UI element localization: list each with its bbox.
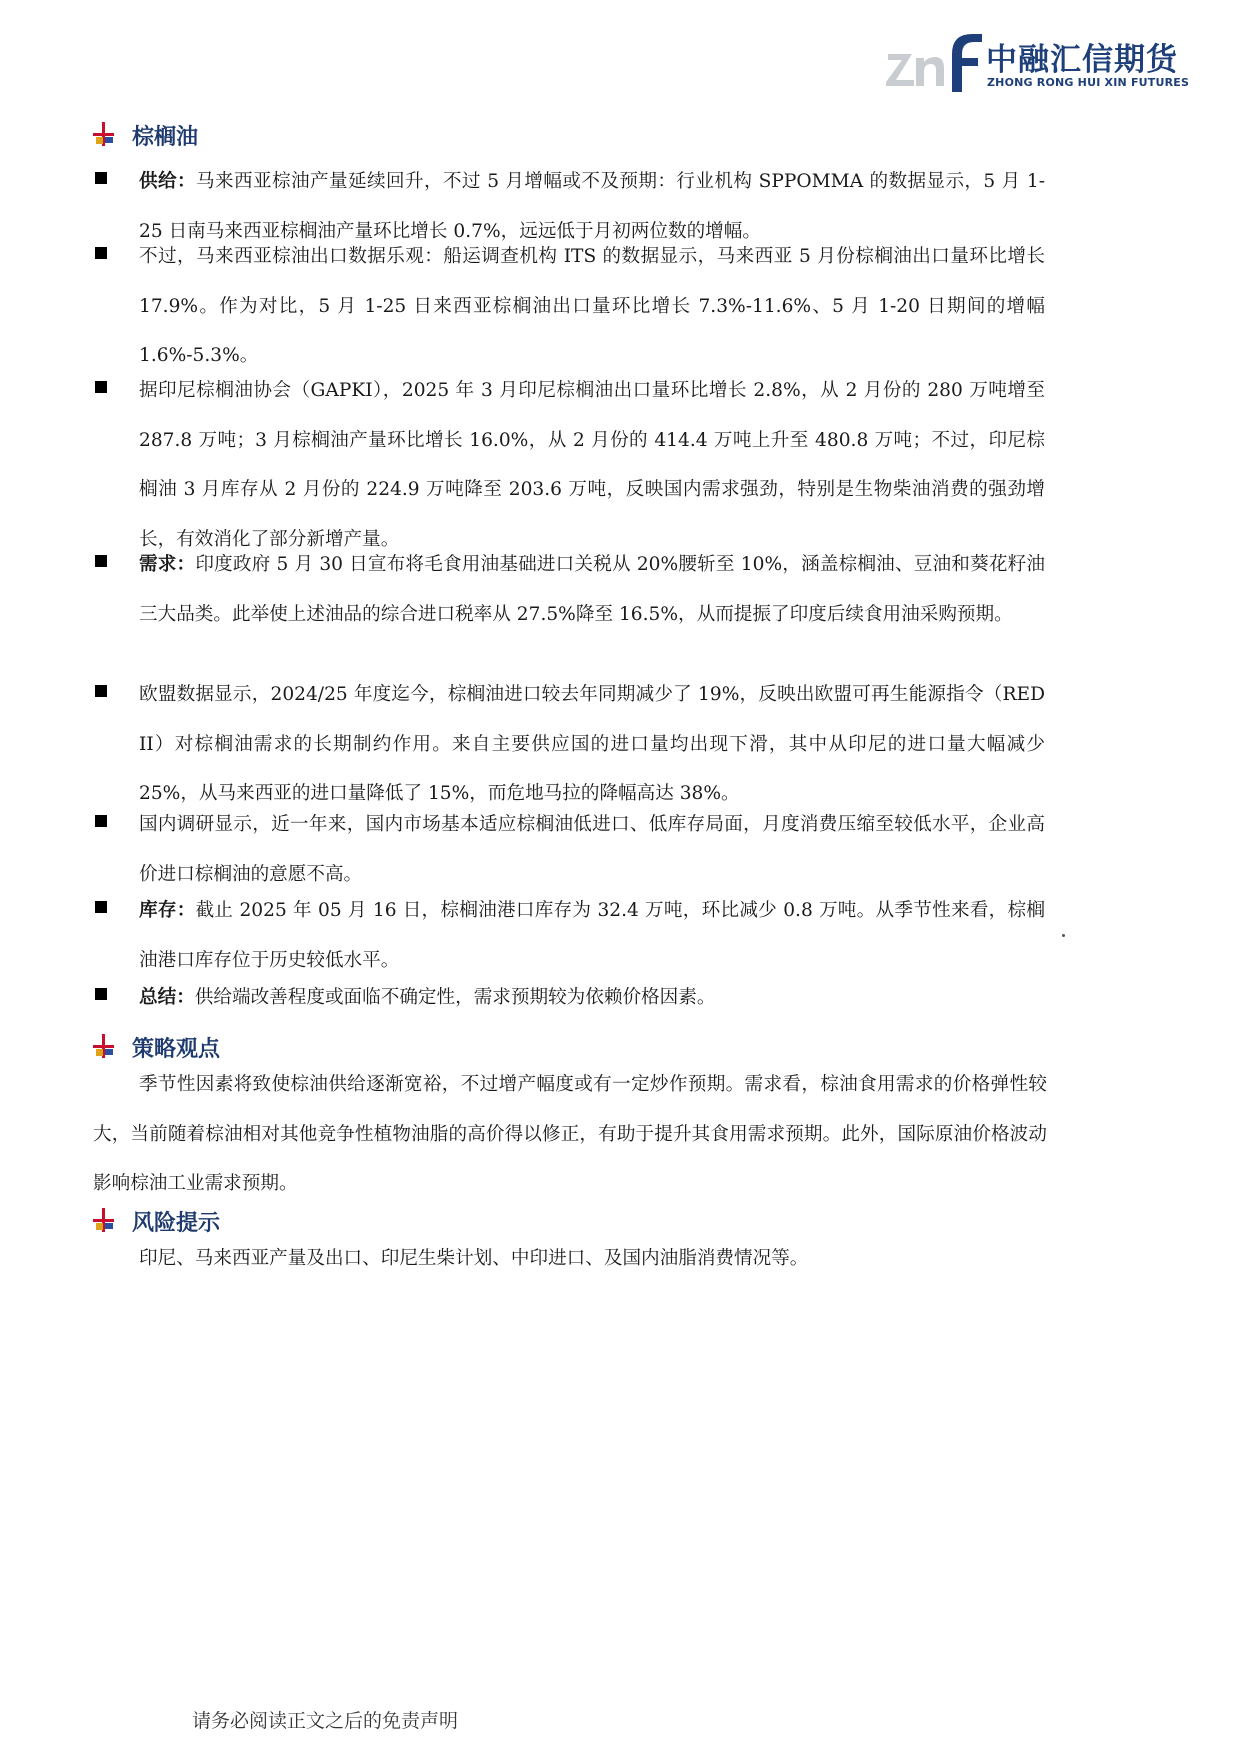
square-bullet-icon	[95, 685, 107, 697]
section-title: 策略观点	[132, 1036, 221, 1062]
square-bullet-icon	[95, 901, 107, 913]
flag-bullet-icon	[93, 122, 115, 148]
logo-english-name: ZHONG RONG HUI XIN FUTURES	[987, 76, 1190, 89]
bullet-text: 据印尼棕榈油协会（GAPKI），2025 年 3 月印尼棕榈油出口量环比增长 2.8%，从 2 月份的 280 万吨增至 287.8 万吨；3 月棕榈油产量环比增长 16.0%，从 2 月份的 414.4 万吨上升至 480.8 万吨；不过，印尼棕榈油 3 月库存从 2 月份的 224.9 万吨降至 203.6 万吨，反映国内需求强劲，特别是生物柴油消费的强劲增长，有效消化了部分新增产量。	[139, 380, 1051, 550]
stray-dot	[1062, 934, 1065, 937]
square-bullet-icon	[95, 555, 107, 567]
bullet-text: 国内调研显示，近一年来，国内市场基本适应棕榈油低进口、低库存局面，月度消费压缩至较低水平，企业高价进口棕榈油的意愿不高。	[139, 814, 1045, 885]
bullet-item-domestic-survey	[95, 800, 1045, 899]
section-heading-strategy	[93, 1030, 220, 1064]
znf-logo-mark	[886, 30, 986, 92]
company-logo	[886, 30, 1190, 92]
strategy-paragraph: 季节性因素将致使棕油供给逐渐宽裕，不过增产幅度或有一定炒作预期。需求看，棕油食用需求的价格弹性较大，当前随着棕油相对其他竞争性植物油脂的高价得以修正，有助于提升其食用需求预期。此外，国际原油价格波动影响棕油工业需求预期。	[93, 1074, 1047, 1194]
section-title: 棕榈油	[132, 124, 199, 150]
square-bullet-icon	[95, 172, 107, 184]
bullet-lead: 库存：	[139, 900, 196, 921]
bullet-lead: 需求：	[139, 554, 196, 575]
square-bullet-icon	[95, 815, 107, 827]
square-bullet-icon	[95, 247, 107, 259]
bullet-text: 不过，马来西亚棕油出口数据乐观：船运调查机构 ITS 的数据显示，马来西亚 5 月份棕榈油出口量环比增长 17.9%。作为对比，5 月 1-25 日来西亚棕榈油出口量环比增长 7.3%-11.6%、5 月 1-20 日期间的增幅 1.6%-5.3%。	[139, 246, 1051, 366]
bullet-text: 供给端改善程度或面临不确定性，需求预期较为依赖价格因素。	[194, 987, 716, 1008]
bullet-item-indonesia-gapki	[95, 366, 1051, 564]
bullet-item-inventory	[95, 886, 1045, 985]
bullet-item-summary	[95, 973, 1045, 1023]
square-bullet-icon	[95, 381, 107, 393]
section-heading-palm-oil	[93, 118, 198, 152]
bullet-text: 截止 2025 年 05 月 16 日，棕榈油港口库存为 32.4 万吨，环比减少 0.8 万吨。从季节性来看，棕榈油港口库存位于历史较低水平。	[139, 900, 1045, 971]
bullet-item-malaysia-export	[95, 232, 1051, 381]
bullet-item-demand	[95, 540, 1045, 639]
logo-chinese-name: 中融汇信期货	[986, 42, 1178, 78]
bullet-text: 欧盟数据显示，2024/25 年度迄今，棕榈油进口较去年同期减少了 19%，反映出欧盟可再生能源指令（RED II）对棕榈油需求的长期制约作用。来自主要供应国的进口量均出现下滑，其中从印尼的进口量大幅减少 25%，从马来西亚的进口量降低了 15%，而危地马拉的降幅高达 38%。	[139, 684, 1051, 804]
flag-bullet-icon	[93, 1034, 115, 1060]
section-heading-risk	[93, 1204, 220, 1238]
risk-paragraph: 印尼、马来西亚产量及出口、印尼生柴计划、中印进口、及国内油脂消费情况等。	[139, 1248, 809, 1269]
bullet-lead: 供给：	[139, 171, 196, 192]
square-bullet-icon	[95, 988, 107, 1000]
flag-bullet-icon	[93, 1208, 115, 1234]
bullet-lead: 总结：	[139, 987, 195, 1008]
bullet-text: 印度政府 5 月 30 日宣布将毛食用油基础进口关税从 20%腰斩至 10%，涵盖棕榈油、豆油和葵花籽油三大品类。此举使上述油品的综合进口税率从 27.5%降至 16.5%，从而提振了印度后续食用油采购预期。	[139, 554, 1045, 625]
bullet-text: 马来西亚棕油产量延续回升，不过 5 月增幅或不及预期：行业机构 SPPOMMA 的数据显示，5 月 1-25 日南马来西亚棕榈油产量环比增长 0.7%，远远低于月初两位数的增幅。	[139, 171, 1045, 242]
disclaimer-footer: 请务必阅读正文之后的免责声明	[192, 1710, 459, 1732]
bullet-item-eu-data	[95, 670, 1051, 819]
section-title: 风险提示	[132, 1210, 221, 1236]
